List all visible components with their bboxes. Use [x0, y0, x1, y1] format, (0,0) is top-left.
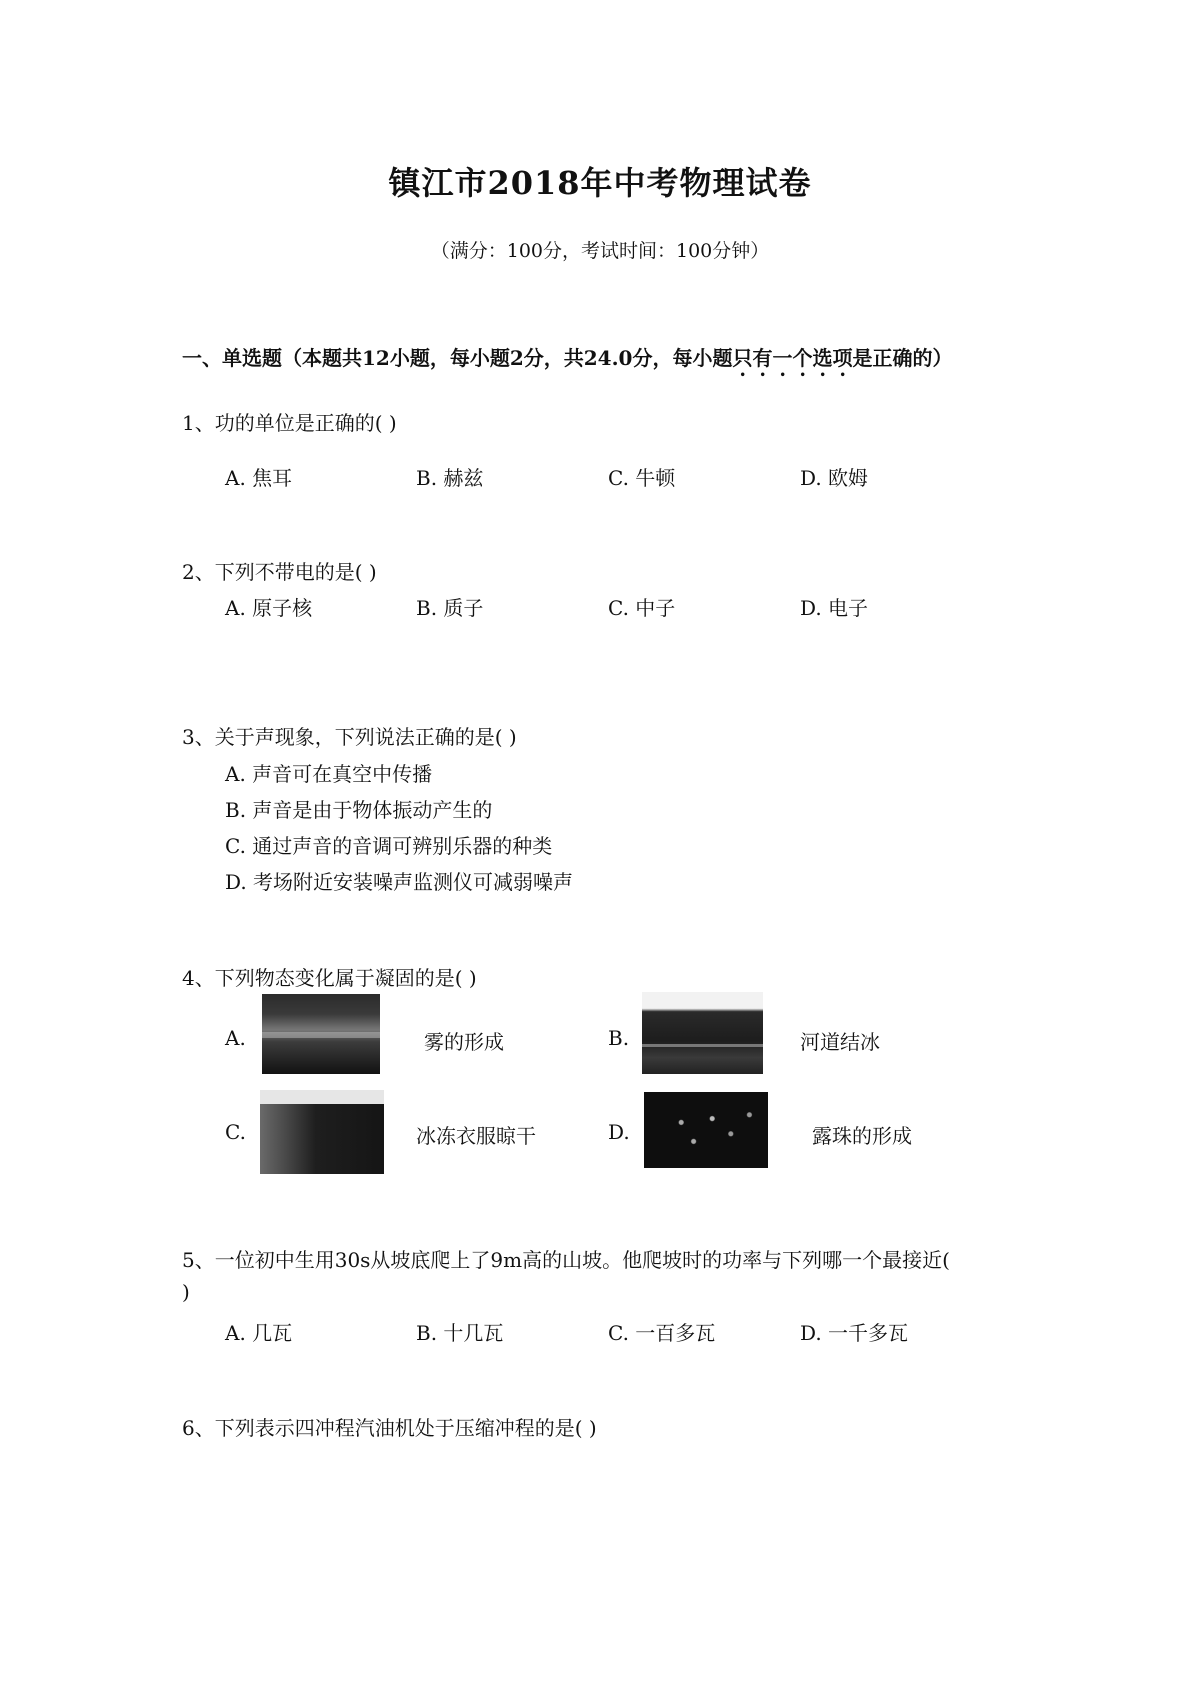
question-6-stem: 6、下列表示四冲程汽油机处于压缩冲程的是( ) [182, 1416, 597, 1440]
question-4-caption-a: 雾的形成 [424, 1030, 504, 1054]
exam-info: （满分：100分，考试时间：100分钟） [430, 240, 770, 262]
question-1-option-c: C. 牛顿 [608, 466, 676, 490]
page-title: 镇江市2018年中考物理试卷 [388, 164, 812, 202]
question-5-option-b: B. 十几瓦 [416, 1321, 504, 1345]
question-2-option-d: D. 电子 [800, 596, 869, 620]
question-5-option-d: D. 一千多瓦 [800, 1321, 909, 1345]
question-2-option-c: C. 中子 [608, 596, 676, 620]
question-4-caption-d: 露珠的形成 [812, 1124, 912, 1148]
fog-photo [262, 994, 380, 1074]
question-3-option-b: B. 声音是由于物体振动产生的 [225, 798, 493, 822]
question-5-option-a: A. 几瓦 [225, 1321, 293, 1345]
question-4-letter-a: A. [225, 1026, 246, 1050]
question-5-stem: 5、一位初中生用30s从坡底爬上了9m高的山坡。他爬坡时的功率与下列哪一个最接近( [182, 1248, 950, 1272]
section-heading [182, 342, 952, 381]
question-1-stem: 1、功的单位是正确的( ) [182, 411, 397, 435]
question-1-option-d: D. 欧姆 [800, 466, 869, 490]
question-5-option-c: C. 一百多瓦 [608, 1321, 716, 1345]
question-3-stem: 3、关于声现象，下列说法正确的是( ) [182, 725, 517, 749]
question-4-letter-d: D. [608, 1120, 630, 1144]
question-4-caption-c: 冰冻衣服晾干 [416, 1124, 536, 1148]
section-heading-before: 一、单选题（本题共12小题，每小题2分，共24.0分，每小题 [182, 346, 733, 370]
question-4-letter-c: C. [225, 1120, 246, 1144]
question-1-option-a: A. 焦耳 [225, 466, 293, 490]
section-heading-after: 是正确的） [852, 346, 953, 370]
question-3-option-d: D. 考场附近安装噪声监测仪可减弱噪声 [225, 870, 574, 894]
question-1-option-b: B. 赫兹 [416, 466, 484, 490]
frozen-river-photo [642, 992, 763, 1074]
question-3-option-a: A. 声音可在真空中传播 [225, 762, 433, 786]
section-heading-emphasis: 只有一个选项 [732, 346, 853, 370]
question-5-stem-end: ) [182, 1280, 190, 1304]
question-4-stem: 4、下列物态变化属于凝固的是( ) [182, 966, 477, 990]
question-2-option-a: A. 原子核 [225, 596, 313, 620]
question-4-caption-b: 河道结冰 [800, 1030, 880, 1054]
question-3-option-c: C. 通过声音的音调可辨别乐器的种类 [225, 834, 553, 858]
question-4-letter-b: B. [608, 1026, 630, 1050]
dew-drops-photo [644, 1092, 768, 1168]
question-2-option-b: B. 质子 [416, 596, 484, 620]
question-2-stem: 2、下列不带电的是( ) [182, 560, 377, 584]
frozen-clothes-photo [260, 1090, 384, 1174]
